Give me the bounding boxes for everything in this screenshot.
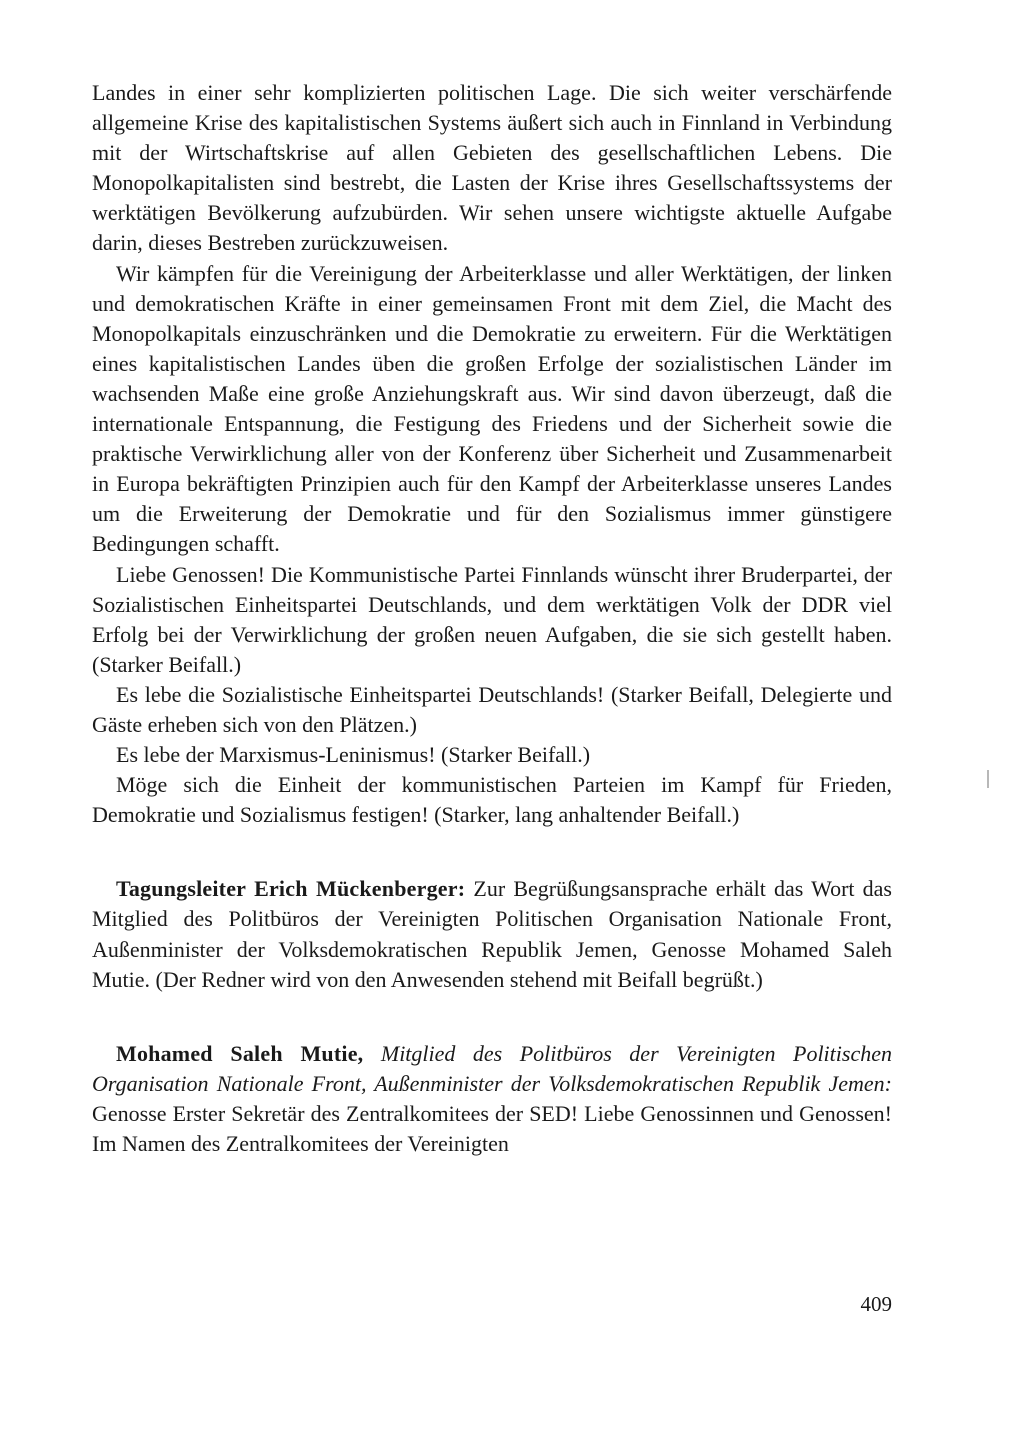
margin-mark xyxy=(987,770,989,788)
document-page xyxy=(92,78,892,1159)
paragraph: Möge sich die Einheit der kommunistischen Parteien im Kampf für Frieden, Demokratie und Sozialismus festigen! (Starker, lang anhaltender Beifall.) xyxy=(92,772,892,828)
page-number: 409 xyxy=(860,1292,892,1316)
guest-speech xyxy=(92,1039,892,1159)
speech-text: Zur Begrüßungsansprache erhält das Wort das Mitglied des Politbüros der Vereinigten Politischen Organisation Nationale Front, Außenminister der Volksdemokratischen Republik Jemen, Genosse Mohamed Saleh Mutie. (Der Redner wird von den Anwesenden stehend mit Beifall begrüßt.) xyxy=(92,876,892,992)
paragraph: Wir kämpfen für die Vereinigung der Arbeiterklasse und aller Werktätigen, der linken und demokratischen Kräfte in einer gemeinsamen Front mit dem Ziel, die Macht des Monopolkapitals einzuschränken und die Demokratie zu erweitern. Für die Werktätigen eines kapitalistischen Landes üben die großen Erfolge der sozialistischen Länder im wachsenden Maße eine große Anziehungskraft aus. Wir sind davon überzeugt, daß die internationale Entspannung, die Festigung des Friedens und der Sicherheit sowie die praktische Verwirklichung aller von der Konferenz über Sicherheit und Zusammenarbeit in Europa bekräftigten Prinzipien auch für den Kampf der Arbeiterklasse unseres Landes um die Erweiterung der Demokratie und für den Sozialismus immer günstigere Bedingungen schafft. xyxy=(92,260,892,557)
speaker-name: Tagungsleiter Erich Mückenberger: xyxy=(116,876,466,902)
speaker-role: Mitglied des Politbüros der Vereinigten Politischen Organisation Nationale Front, Außenminister der Volksdemokratischen Republik Jemen: xyxy=(92,1040,892,1096)
section-gap xyxy=(92,830,892,874)
paragraph: Es lebe die Sozialistische Einheitspartei Deutschlands! (Starker Beifall, Delegierte und Gäste erheben sich von den Plätzen.) xyxy=(92,681,892,737)
paragraph: Landes in einer sehr komplizierten politischen Lage. Die sich weiter verschärfende allgemeine Krise des kapitalistischen Systems äußert sich auch in Finnland in Verbindung mit der Wirtschaftskrise auf allen Gebieten des gesellschaftlichen Lebens. Die Monopolkapitalisten sind bestrebt, die Lasten der Krise ihres Gesellschaftssystems der werktätigen Bevölkerung aufzubürden. Wir sehen unsere wichtigste aktuelle Aufgabe darin, dieses Bestreben zurückzuweisen. xyxy=(92,80,892,256)
section-gap xyxy=(92,995,892,1039)
paragraph: Liebe Genossen! Die Kommunistische Partei Finnlands wünscht ihrer Bruderpartei, der Sozialistischen Einheitspartei Deutschlands, und dem werktätigen Volk der DDR viel Erfolg bei der Verwirklichung der großen neuen Aufgaben, die sie sich gestellt haben. (Starker Beifall.) xyxy=(92,561,892,677)
chair-speech xyxy=(92,874,892,994)
speaker-name: Mohamed Saleh Mutie, xyxy=(116,1040,364,1066)
speech-text: Genosse Erster Sekretär des Zentralkomitees der SED! Liebe Genossinnen und Genossen! Im Namen des Zentralkomitees der Vereinigten xyxy=(92,1100,892,1156)
paragraph: Es lebe der Marxismus-Leninismus! (Starker Beifall.) xyxy=(116,742,591,768)
